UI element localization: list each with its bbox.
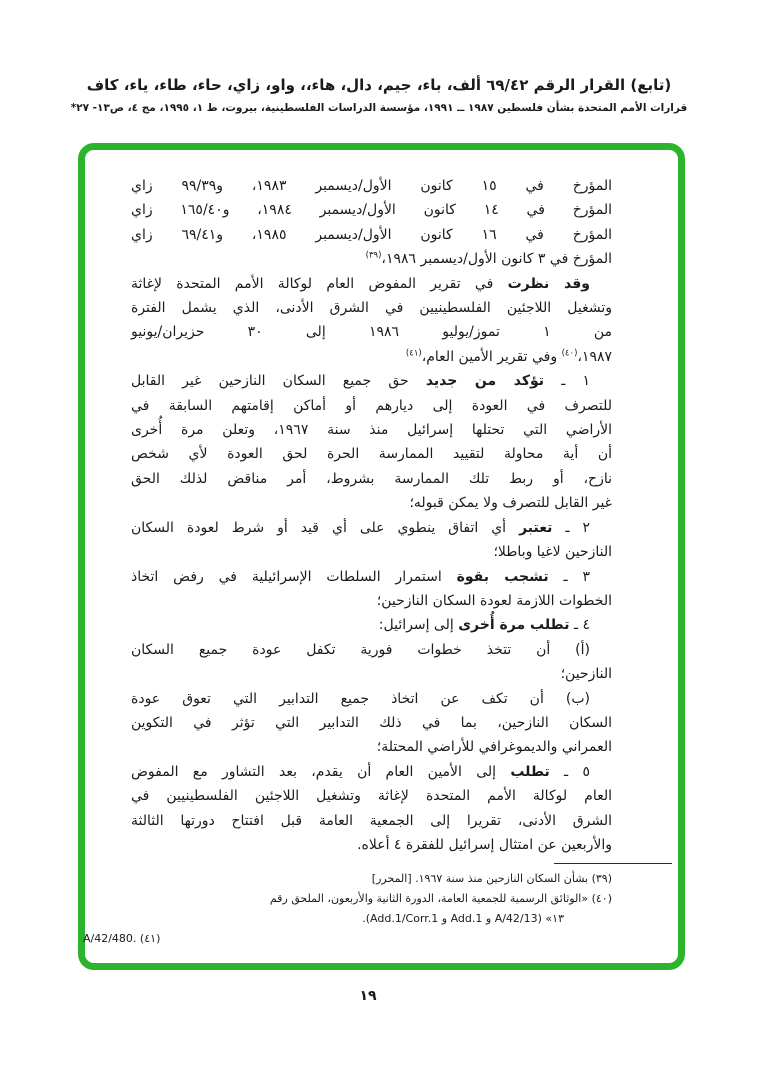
footnote-marker: (٣٩) — [365, 250, 382, 261]
body-line — [131, 516, 612, 540]
body-line — [131, 272, 612, 296]
body-segment: النازحين لاغيا وباطلا؛ — [493, 544, 612, 561]
body-line — [131, 320, 612, 344]
body-line — [131, 687, 612, 711]
body-segment: في تقرير المفوض العام لوكالة الأمم المتحدة لإغاثة — [131, 275, 508, 292]
body-segment: أي اتفاق ينطوي على أي قيد أو شرط لعودة السكان — [131, 519, 520, 536]
body-segment: تطلب مرة أُخرى — [458, 617, 570, 634]
body-line — [131, 711, 612, 735]
body-segment: حق جميع السكان النازحين غير القابل — [131, 373, 426, 390]
page-header-title: (تابع) القرار الرقم ٦٩/٤٢ ألف، باء، جيم، دال، هاء،، واو، زاي، حاء، طاء، ياء، كاف — [86, 76, 672, 94]
footnote-line: (٣٩) بشأن السكان النازحين منذ سنة ١٩٦٧. [المحرر] — [371, 872, 612, 886]
body-segment: والأربعين عن امتثال إسرائيل للفقرة ٤ أعلاه. — [357, 836, 612, 853]
body-segment: المؤرخ في ٣ كانون الأول/ديسمبر ١٩٨٦، — [381, 251, 612, 268]
footnote-marker: (٤٠) — [561, 348, 578, 359]
body-line — [131, 345, 612, 369]
body-segment: ٥ ـ — [549, 763, 590, 780]
body-segment: ٣ ـ — [548, 568, 590, 585]
body-segment: إلى إسرائيل: — [378, 617, 459, 634]
footnote-line: ١٣» (A/42/13 و Add.1 و Add.1/Corr.1). — [362, 912, 564, 926]
body-line — [131, 247, 612, 271]
body-segment: النازحين؛ — [560, 666, 612, 683]
body-line — [131, 223, 612, 247]
body-line — [131, 394, 612, 418]
body-segment: من ١ تموز/يوليو ١٩٨٦ إلى ٣٠ حزيران/يونيو — [131, 324, 613, 341]
body-line — [131, 418, 612, 442]
body-line — [131, 565, 612, 589]
footnotes-block — [83, 869, 612, 949]
body-segment: المؤرخ في ١٥ كانون الأول/ديسمبر ١٩٨٣، و٩٩/٣٩ زاي — [131, 178, 612, 194]
page-number: ١٩ — [359, 988, 377, 1004]
body-text — [131, 174, 612, 857]
body-line — [131, 540, 612, 564]
body-segment: تؤكد من جديد — [425, 373, 545, 390]
body-segment: (أ) أن تتخذ خطوات فورية تكفل عودة جميع السكان — [131, 641, 590, 658]
body-segment: تطلب — [510, 763, 550, 780]
body-segment: وتشغيل اللاجئين الفلسطينيين في الشرق الأدنى، الذي يشمل الفترة — [131, 300, 612, 317]
body-line — [131, 613, 612, 637]
body-line — [131, 589, 612, 613]
body-segment: المؤرخ في ١٦ كانون الأول/ديسمبر ١٩٨٥، و٦٩/٤١ زاي — [131, 226, 612, 243]
body-segment: تشجب بقوة — [456, 568, 549, 585]
body-segment: (ب) أن تكف عن اتخاذ جميع التدابير التي تعوق عودة — [131, 690, 590, 707]
body-segment: الأراضي التي تحتلها إسرائيل منذ سنة ١٩٦٧، وتعلن مرة أُخرى — [131, 422, 612, 439]
footnote-separator — [554, 863, 672, 864]
body-segment: ١٩٨٧، — [577, 348, 612, 365]
body-segment: نازح، أو ربط تلك الممارسة بشروط، أمر مناقض لذلك الحق — [131, 470, 612, 487]
body-line — [131, 735, 612, 759]
body-segment: أن أية محاولة لتقييد الممارسة الحرة لحق العودة لأي شخص — [131, 446, 612, 463]
body-segment: استمرار السلطات الإسرائيلية في رفض اتخاذ — [131, 568, 457, 585]
page-header-source: قرارات الأمم المتحدة بشأن فلسطين ١٩٨٧ ــ ١٩٩١، مؤسسة الدراسات الفلسطينية، بيروت، ط ١، ١٩٩٥، مج ٤، ص١٣- ٢٧* — [70, 102, 688, 114]
body-line — [131, 784, 612, 808]
body-segment: ١ ـ — [544, 373, 590, 390]
footnote-line: (٤٠) «الوثائق الرسمية للجمعية العامة، الدورة الثانية والأربعون، الملحق رقم — [269, 892, 612, 906]
body-line — [131, 833, 612, 857]
body-segment: للتصرف في العودة إلى ديارهم أو أماكن إقامتهم السابقة في — [131, 397, 612, 414]
body-line — [131, 809, 612, 833]
footnote-marker: (٤١) — [405, 348, 422, 359]
body-segment: وفي تقرير الأمين العام، — [421, 348, 562, 365]
body-line — [131, 174, 612, 198]
body-line — [131, 467, 612, 491]
body-segment: الخطوات اللازمة لعودة السكان النازحين؛ — [376, 592, 612, 609]
body-line — [131, 296, 612, 320]
body-line — [131, 369, 612, 393]
body-segment: المؤرخ في ١٤ كانون الأول/ديسمبر ١٩٨٤، و١٦٥/٤٠ زاي — [131, 202, 612, 219]
body-line — [131, 198, 612, 222]
body-segment: تعتبر — [519, 519, 553, 536]
body-segment: وقد نظرت — [507, 275, 590, 292]
body-segment: العام لوكالة الأمم المتحدة لإغاثة وتشغيل اللاجئين الفلسطينيين في — [131, 788, 612, 805]
body-segment: الشرق الأدنى، تقريرا إلى الجمعية العامة قبل افتتاح دورتها الثالثة — [131, 812, 612, 829]
green-border-box — [78, 143, 685, 970]
body-segment: غير القابل للتصرف ولا يمكن قبوله؛ — [409, 495, 612, 512]
body-line — [131, 662, 612, 686]
body-segment: ٤ ـ — [569, 617, 590, 634]
body-segment: إلى الأمين العام أن يقدم، بعد التشاور مع المفوض — [131, 763, 511, 780]
body-segment: العمراني والديموغرافي للأراضي المحتلة؛ — [376, 739, 612, 756]
body-line — [131, 442, 612, 466]
footnote-line: (٤١) A/42/480.‎ — [83, 932, 161, 946]
body-line — [131, 760, 612, 784]
body-line — [131, 491, 612, 515]
body-line — [131, 638, 612, 662]
body-segment: السكان النازحين، بما في ذلك التدابير التي تؤثر في التكوين — [131, 714, 612, 731]
body-segment: ٢ ـ — [552, 519, 590, 536]
